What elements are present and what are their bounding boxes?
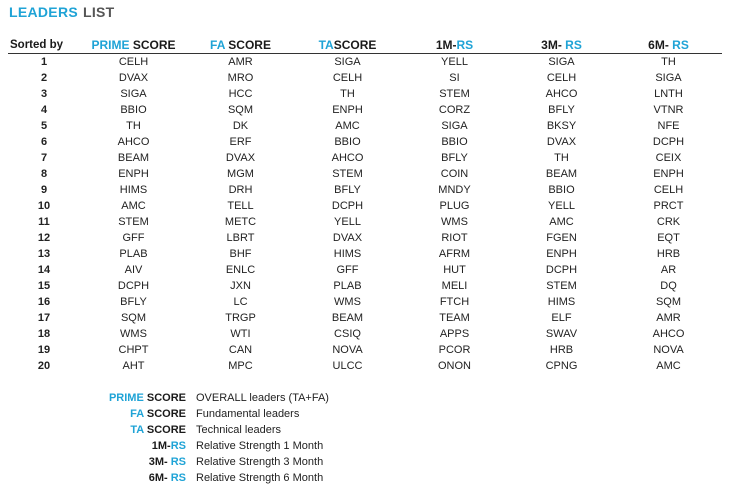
ticker-cell: SIGA xyxy=(120,88,147,100)
ticker-cell: TH xyxy=(126,120,141,132)
column-header-prefix: 1M- xyxy=(435,37,457,52)
legend-description: OVERALL leaders (TA+FA) xyxy=(196,392,329,404)
legend-key-suffix: RS xyxy=(170,456,186,468)
ticker-cell: MRO xyxy=(227,72,254,84)
table-row xyxy=(8,326,722,342)
ticker-cell: BEAM xyxy=(545,168,578,180)
ticker-cell: DVAX xyxy=(332,232,363,244)
ticker-cell: WMS xyxy=(120,328,147,340)
legend-description: Relative Strength 6 Month xyxy=(196,472,324,484)
ticker-cell: BFLY xyxy=(120,296,147,308)
column-header[interactable] xyxy=(615,36,722,54)
table-row xyxy=(8,278,722,294)
legend-description: Fundamental leaders xyxy=(196,408,300,420)
rank-cell: 13 xyxy=(37,248,51,260)
rank-cell: 15 xyxy=(37,280,51,292)
ticker-cell: HRB xyxy=(656,248,681,260)
leaders-table xyxy=(8,36,722,374)
column-header-suffix: SCORE xyxy=(333,37,377,52)
ticker-cell: TH xyxy=(554,152,569,164)
ticker-cell: AHCO xyxy=(117,136,150,148)
ticker-cell: NFE xyxy=(657,120,680,132)
ticker-cell: PLUG xyxy=(439,200,470,212)
ticker-cell: PLAB xyxy=(119,248,148,260)
ticker-cell: SQM xyxy=(227,104,254,116)
ticker-cell: AMC xyxy=(549,216,574,228)
rank-cell: 10 xyxy=(37,200,51,212)
table-row xyxy=(8,150,722,166)
legend-description: Relative Strength 3 Month xyxy=(196,456,324,468)
ticker-cell: BFLY xyxy=(334,184,361,196)
table-row xyxy=(8,262,722,278)
column-header[interactable] xyxy=(80,36,187,54)
ticker-cell: ENPH xyxy=(332,104,363,116)
title-list: LIST xyxy=(83,4,115,20)
ticker-cell: SQM xyxy=(120,312,147,324)
ticker-cell: ENLC xyxy=(225,264,256,276)
table-row xyxy=(8,166,722,182)
ticker-cell: LBRT xyxy=(226,232,255,244)
legend-key-prefix: 3M- xyxy=(148,456,171,468)
legend-key-prefix: FA xyxy=(130,408,144,420)
legend-item xyxy=(90,390,329,406)
ticker-cell: SIGA xyxy=(655,72,682,84)
table-row xyxy=(8,102,722,118)
ticker-cell: CELH xyxy=(118,56,149,68)
table-row xyxy=(8,358,722,374)
rank-cell: 14 xyxy=(37,264,51,276)
ticker-cell: ULCC xyxy=(332,360,363,372)
ticker-cell: BBIO xyxy=(120,104,147,116)
ticker-cell: APPS xyxy=(439,328,470,340)
rank-cell: 12 xyxy=(37,232,51,244)
rank-cell: 9 xyxy=(40,184,48,196)
ticker-cell: STEM xyxy=(332,168,363,180)
ticker-cell: AIV xyxy=(124,264,143,276)
rank-cell: 6 xyxy=(40,136,48,148)
column-header-prefix: PRIME xyxy=(91,37,130,52)
column-header[interactable] xyxy=(401,36,508,54)
ticker-cell: TEAM xyxy=(439,312,470,324)
ticker-cell: FTCH xyxy=(439,296,470,308)
ticker-cell: BHF xyxy=(229,248,252,260)
table-row xyxy=(8,214,722,230)
rank-cell: 2 xyxy=(40,72,48,84)
ticker-cell: NOVA xyxy=(653,344,684,356)
ticker-cell: CELH xyxy=(653,184,684,196)
ticker-cell: ENPH xyxy=(118,168,149,180)
legend-key-suffix: RS xyxy=(170,440,186,452)
ticker-cell: PLAB xyxy=(333,280,362,292)
ticker-cell: YELL xyxy=(441,56,468,68)
ticker-cell: DVAX xyxy=(546,136,577,148)
ticker-cell: TH xyxy=(340,88,355,100)
ticker-cell: METC xyxy=(224,216,257,228)
ticker-cell: WMS xyxy=(334,296,361,308)
ticker-cell: MNDY xyxy=(438,184,471,196)
table-row xyxy=(8,86,722,102)
ticker-cell: BKSY xyxy=(546,120,577,132)
ticker-cell: ENPH xyxy=(546,248,577,260)
ticker-cell: HRB xyxy=(549,344,574,356)
ticker-cell: AR xyxy=(660,264,677,276)
ticker-cell: AMC xyxy=(335,120,360,132)
ticker-cell: DK xyxy=(232,120,249,132)
ticker-cell: EQT xyxy=(657,232,680,244)
table-row xyxy=(8,230,722,246)
legend-key-suffix: SCORE xyxy=(143,408,186,420)
ticker-cell: SIGA xyxy=(441,120,468,132)
legend-key xyxy=(90,470,196,486)
legend-item xyxy=(90,438,329,454)
ticker-cell: NOVA xyxy=(332,344,363,356)
legend-key xyxy=(90,406,196,422)
column-header-prefix: 3M- xyxy=(541,37,566,52)
legend xyxy=(90,390,329,486)
ticker-cell: TELL xyxy=(227,200,254,212)
column-header[interactable] xyxy=(294,36,401,54)
legend-key-suffix: SCORE xyxy=(143,392,186,404)
ticker-cell: VTNR xyxy=(653,104,684,116)
ticker-cell: AHCO xyxy=(545,88,578,100)
ticker-cell: AHCO xyxy=(331,152,364,164)
ticker-cell: AMR xyxy=(228,56,253,68)
ticker-cell: BBIO xyxy=(334,136,361,148)
rank-cell: 20 xyxy=(37,360,51,372)
table-row xyxy=(8,182,722,198)
legend-item xyxy=(90,422,329,438)
ticker-cell: CELH xyxy=(332,72,363,84)
ticker-cell: SIGA xyxy=(334,56,361,68)
ticker-cell: AMC xyxy=(121,200,146,212)
ticker-cell: BBIO xyxy=(548,184,575,196)
legend-description: Relative Strength 1 Month xyxy=(196,440,324,452)
column-header[interactable] xyxy=(187,36,294,54)
table-row xyxy=(8,70,722,86)
table-row xyxy=(8,54,722,71)
ticker-cell: BEAM xyxy=(331,312,364,324)
legend-key-suffix: RS xyxy=(170,472,186,484)
ticker-cell: LC xyxy=(233,296,248,308)
ticker-cell: SI xyxy=(449,72,460,84)
ticker-cell: AHT xyxy=(122,360,145,372)
rank-cell: 4 xyxy=(40,104,48,116)
table-row xyxy=(8,310,722,326)
ticker-cell: BEAM xyxy=(117,152,150,164)
ticker-cell: SIGA xyxy=(548,56,575,68)
ticker-cell: CHPT xyxy=(118,344,149,356)
ticker-cell: DQ xyxy=(660,280,677,292)
rank-cell: 8 xyxy=(40,168,48,180)
ticker-cell: AMC xyxy=(656,360,681,372)
ticker-cell: CAN xyxy=(228,344,253,356)
table-row xyxy=(8,342,722,358)
ticker-cell: CELH xyxy=(546,72,577,84)
sorted-by-label: Sorted by xyxy=(8,36,80,54)
legend-key-prefix: 6M- xyxy=(148,472,171,484)
ticker-cell: HIMS xyxy=(547,296,576,308)
ticker-cell: HIMS xyxy=(119,184,148,196)
ticker-cell: CPNG xyxy=(545,360,578,372)
ticker-cell: GFF xyxy=(336,264,359,276)
column-header-suffix: SCORE xyxy=(129,37,176,52)
ticker-cell: MPC xyxy=(228,360,253,372)
ticker-cell: DCPH xyxy=(117,280,150,292)
table-row xyxy=(8,198,722,214)
ticker-cell: WTI xyxy=(230,328,251,340)
ticker-cell: GFF xyxy=(122,232,145,244)
legend-key-prefix: TA xyxy=(130,424,144,436)
ticker-cell: ERF xyxy=(229,136,252,148)
rank-cell: 17 xyxy=(37,312,51,324)
ticker-cell: BBIO xyxy=(441,136,468,148)
legend-key-suffix: SCORE xyxy=(143,424,186,436)
ticker-cell: AHCO xyxy=(652,328,685,340)
ticker-cell: DCPH xyxy=(652,136,685,148)
ticker-cell: YELL xyxy=(548,200,575,212)
column-header-suffix: SCORE xyxy=(224,37,271,52)
ticker-cell: STEM xyxy=(118,216,149,228)
page-title xyxy=(9,4,115,20)
rank-cell: 18 xyxy=(37,328,51,340)
ticker-cell: DVAX xyxy=(118,72,149,84)
legend-item xyxy=(90,470,329,486)
ticker-cell: AFRM xyxy=(438,248,471,260)
ticker-cell: TRGP xyxy=(225,312,256,324)
column-header-suffix: RS xyxy=(565,37,582,52)
ticker-cell: BFLY xyxy=(548,104,575,116)
column-header-suffix: RS xyxy=(672,37,689,52)
ticker-cell: DCPH xyxy=(331,200,364,212)
ticker-cell: RIOT xyxy=(441,232,468,244)
column-header-suffix: RS xyxy=(456,37,474,52)
ticker-cell: ELF xyxy=(551,312,572,324)
ticker-cell: FGEN xyxy=(546,232,577,244)
column-header[interactable] xyxy=(508,36,615,54)
rank-cell: 19 xyxy=(37,344,51,356)
ticker-cell: MGM xyxy=(227,168,254,180)
table-row xyxy=(8,134,722,150)
rank-cell: 1 xyxy=(40,56,48,68)
table-body xyxy=(8,54,722,375)
table-row xyxy=(8,118,722,134)
ticker-cell: CRK xyxy=(656,216,681,228)
ticker-cell: ENPH xyxy=(653,168,684,180)
column-header-prefix: TA xyxy=(318,37,334,52)
ticker-cell: STEM xyxy=(546,280,577,292)
ticker-cell: DVAX xyxy=(225,152,256,164)
legend-key xyxy=(90,422,196,438)
ticker-cell: CEIX xyxy=(655,152,682,164)
ticker-cell: YELL xyxy=(334,216,361,228)
ticker-cell: WMS xyxy=(441,216,468,228)
ticker-cell: TH xyxy=(661,56,676,68)
ticker-cell: STEM xyxy=(439,88,470,100)
ticker-cell: SWAV xyxy=(545,328,578,340)
header-row xyxy=(8,36,722,54)
rank-cell: 16 xyxy=(37,296,51,308)
ticker-cell: MELI xyxy=(441,280,468,292)
rank-cell: 5 xyxy=(40,120,48,132)
ticker-cell: HCC xyxy=(228,88,253,100)
legend-item xyxy=(90,454,329,470)
ticker-cell: DRH xyxy=(228,184,253,196)
rank-cell: 3 xyxy=(40,88,48,100)
table-row xyxy=(8,246,722,262)
column-header-prefix: 6M- xyxy=(648,37,673,52)
legend-key-prefix: PRIME xyxy=(108,392,144,404)
ticker-cell: LNTH xyxy=(654,88,683,100)
legend-key xyxy=(90,454,196,470)
ticker-cell: CORZ xyxy=(438,104,471,116)
ticker-cell: JXN xyxy=(230,280,251,292)
legend-description: Technical leaders xyxy=(196,424,281,436)
title-leaders: LEADERS xyxy=(9,4,78,20)
ticker-cell: HUT xyxy=(443,264,466,276)
ticker-cell: DCPH xyxy=(545,264,578,276)
ticker-cell: SQM xyxy=(655,296,682,308)
rank-cell: 11 xyxy=(38,216,50,228)
ticker-cell: COIN xyxy=(440,168,469,180)
legend-key xyxy=(90,390,196,406)
ticker-cell: ONON xyxy=(438,360,471,372)
ticker-cell: AMR xyxy=(656,312,681,324)
column-header-prefix: FA xyxy=(210,37,225,52)
ticker-cell: CSIQ xyxy=(334,328,361,340)
ticker-cell: BFLY xyxy=(441,152,468,164)
rank-cell: 7 xyxy=(40,152,48,164)
legend-key xyxy=(90,438,196,454)
ticker-cell: HIMS xyxy=(333,248,362,260)
legend-key-prefix: 1M- xyxy=(151,440,171,452)
legend-item xyxy=(90,406,329,422)
ticker-cell: PRCT xyxy=(653,200,684,212)
table-row xyxy=(8,294,722,310)
ticker-cell: PCOR xyxy=(438,344,471,356)
